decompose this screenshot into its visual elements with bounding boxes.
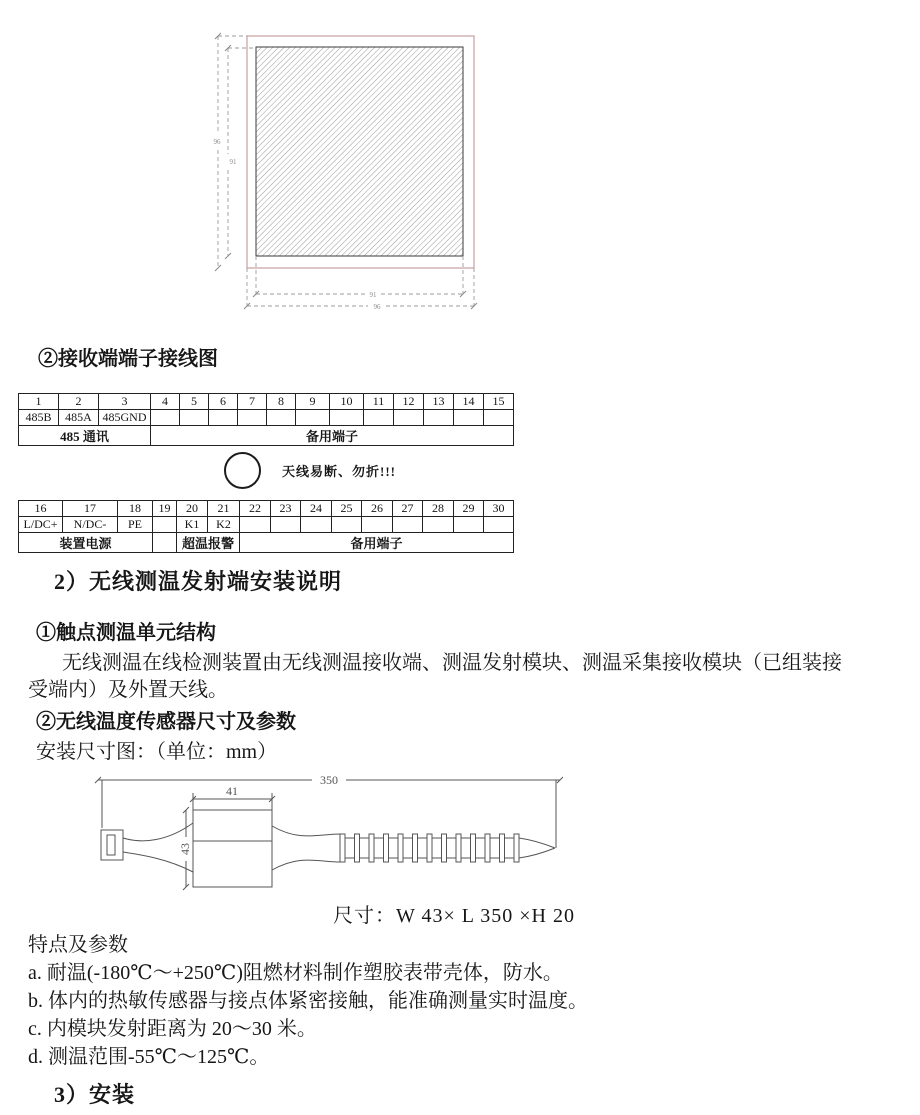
terminal-cell: 20: [177, 501, 208, 517]
terminal-cell: N/DC-: [63, 517, 118, 533]
heading-contact-unit-structure: ①触点测温单元结构: [36, 622, 216, 644]
terminal-cell: 27: [393, 501, 423, 517]
terminal-cell: 19: [153, 501, 177, 517]
features-title: 特点及参数: [28, 934, 128, 956]
terminal-cell: 22: [240, 501, 271, 517]
terminal-cell: 11: [364, 394, 394, 410]
dim-label-width-outer: 96: [373, 303, 381, 311]
terminal-cell: 装置电源: [19, 533, 153, 553]
terminal-cell: 10: [330, 394, 364, 410]
terminal-cell: 25: [332, 501, 362, 517]
terminal-cell: 3: [99, 394, 151, 410]
terminal-cell: L/DC+: [19, 517, 63, 533]
terminal-cell: K1: [177, 517, 208, 533]
feature-item-d: d. 测温范围-55℃～125℃。: [28, 1046, 270, 1068]
terminal-cell: [394, 410, 424, 426]
heading-section-3: 3）安装: [54, 1082, 136, 1107]
heading-sensor-dimensions: ②无线温度传感器尺寸及参数: [36, 711, 296, 733]
sensor-body: [193, 810, 272, 887]
terminal-cell: 29: [454, 501, 484, 517]
terminal-cell: [153, 533, 177, 553]
terminal-cell: 30: [484, 501, 514, 517]
sensor-clasp-slot: [107, 835, 115, 855]
terminal-cell: [484, 517, 514, 533]
terminal-number-row: [19, 394, 514, 410]
terminal-cell: [267, 410, 296, 426]
terminal-cell: 26: [362, 501, 393, 517]
terminal-cell: [330, 410, 364, 426]
terminal-cell: 14: [454, 394, 484, 410]
terminal-cell: 4: [151, 394, 180, 410]
terminal-cell: [423, 517, 454, 533]
terminal-cell: [238, 410, 267, 426]
terminal-cell: [301, 517, 332, 533]
antenna-warning-text: 天线易断、勿折!!!: [282, 464, 396, 479]
terminal-table-2: [18, 500, 514, 553]
terminal-cell: 24: [301, 501, 332, 517]
terminal-cell: [454, 410, 484, 426]
hatched-panel-face: [256, 47, 463, 256]
terminal-group-row: [19, 426, 514, 446]
terminal-cell: 5: [180, 394, 209, 410]
antenna-mark-circle: [224, 452, 261, 489]
sensor-dim-labels: [178, 773, 338, 855]
dim-label-width-inner: 91: [369, 291, 377, 299]
terminal-cell: 13: [424, 394, 454, 410]
heading-section-2: 2）无线测温发射端安装说明: [54, 569, 343, 594]
terminal-number-row: [19, 501, 514, 517]
dimension-note: 安装尺寸图：（单位：mm）: [36, 741, 278, 763]
sensor-outline: [95, 777, 563, 890]
terminal-cell: [240, 517, 271, 533]
terminal-cell: [209, 410, 238, 426]
feature-item-a: a. 耐温(-180℃～+250℃)阻燃材料制作塑胶表带壳体，防水。: [28, 962, 563, 984]
feature-item-b: b. 体内的热敏传感器与接点体紧密接触，能准确测量实时温度。: [28, 990, 588, 1012]
terminal-cell: [454, 517, 484, 533]
terminal-signal-row: [19, 410, 514, 426]
terminal-cell: PE: [118, 517, 153, 533]
terminal-cell: [271, 517, 301, 533]
terminal-cell: [151, 410, 180, 426]
terminal-cell: 23: [271, 501, 301, 517]
terminal-cell: 485A: [59, 410, 99, 426]
dim-label-height-outer: 96: [213, 138, 221, 146]
terminal-cell: 485 通讯: [19, 426, 151, 446]
panel-dimension-drawing: [205, 30, 485, 320]
terminal-group-row: [19, 533, 514, 553]
terminal-cell: 16: [19, 501, 63, 517]
terminal-cell: 18: [118, 501, 153, 517]
terminal-cell: [180, 410, 209, 426]
terminal-cell: 1: [19, 394, 59, 410]
terminal-cell: 12: [394, 394, 424, 410]
terminal-cell: 17: [63, 501, 118, 517]
sensor-dimension-drawing: [88, 763, 578, 898]
dim-label-body-height: 43: [177, 843, 192, 855]
size-caption: 尺寸：W 43× L 350 ×H 20: [333, 905, 575, 927]
terminal-cell: 9: [296, 394, 330, 410]
paragraph-line-2: 受端内）及外置天线。: [28, 679, 228, 701]
dim-label-length: 350: [320, 773, 338, 787]
dim-label-body-width: 41: [226, 784, 238, 798]
sensor-ribbed-strap: [340, 834, 519, 862]
terminal-cell: [332, 517, 362, 533]
terminal-cell: 备用端子: [151, 426, 514, 446]
terminal-cell: [484, 410, 514, 426]
terminal-table-1: [18, 393, 514, 446]
terminal-cell: 485B: [19, 410, 59, 426]
terminal-cell: [364, 410, 394, 426]
heading-receiver-wiring: ②接收端端子接线图: [38, 348, 218, 370]
terminal-cell: 7: [238, 394, 267, 410]
paragraph-line-1: 无线测温在线检测装置由无线测温接收端、测温发射模块、测温采集接收模块（已组装接: [62, 652, 842, 674]
terminal-cell: 8: [267, 394, 296, 410]
terminal-cell: [424, 410, 454, 426]
terminal-cell: 15: [484, 394, 514, 410]
terminal-cell: 21: [208, 501, 240, 517]
terminal-signal-row: [19, 517, 514, 533]
terminal-cell: 485GND: [99, 410, 151, 426]
terminal-cell: [153, 517, 177, 533]
terminal-cell: 28: [423, 501, 454, 517]
terminal-cell: [362, 517, 393, 533]
dim-label-height-inner: 91: [229, 158, 237, 166]
terminal-cell: K2: [208, 517, 240, 533]
terminal-cell: [393, 517, 423, 533]
terminal-cell: 6: [209, 394, 238, 410]
terminal-cell: 2: [59, 394, 99, 410]
terminal-cell: 备用端子: [240, 533, 514, 553]
terminal-cell: 超温报警: [177, 533, 240, 553]
feature-item-c: c. 内模块发射距离为 20～30 米。: [28, 1018, 317, 1040]
terminal-cell: [296, 410, 330, 426]
